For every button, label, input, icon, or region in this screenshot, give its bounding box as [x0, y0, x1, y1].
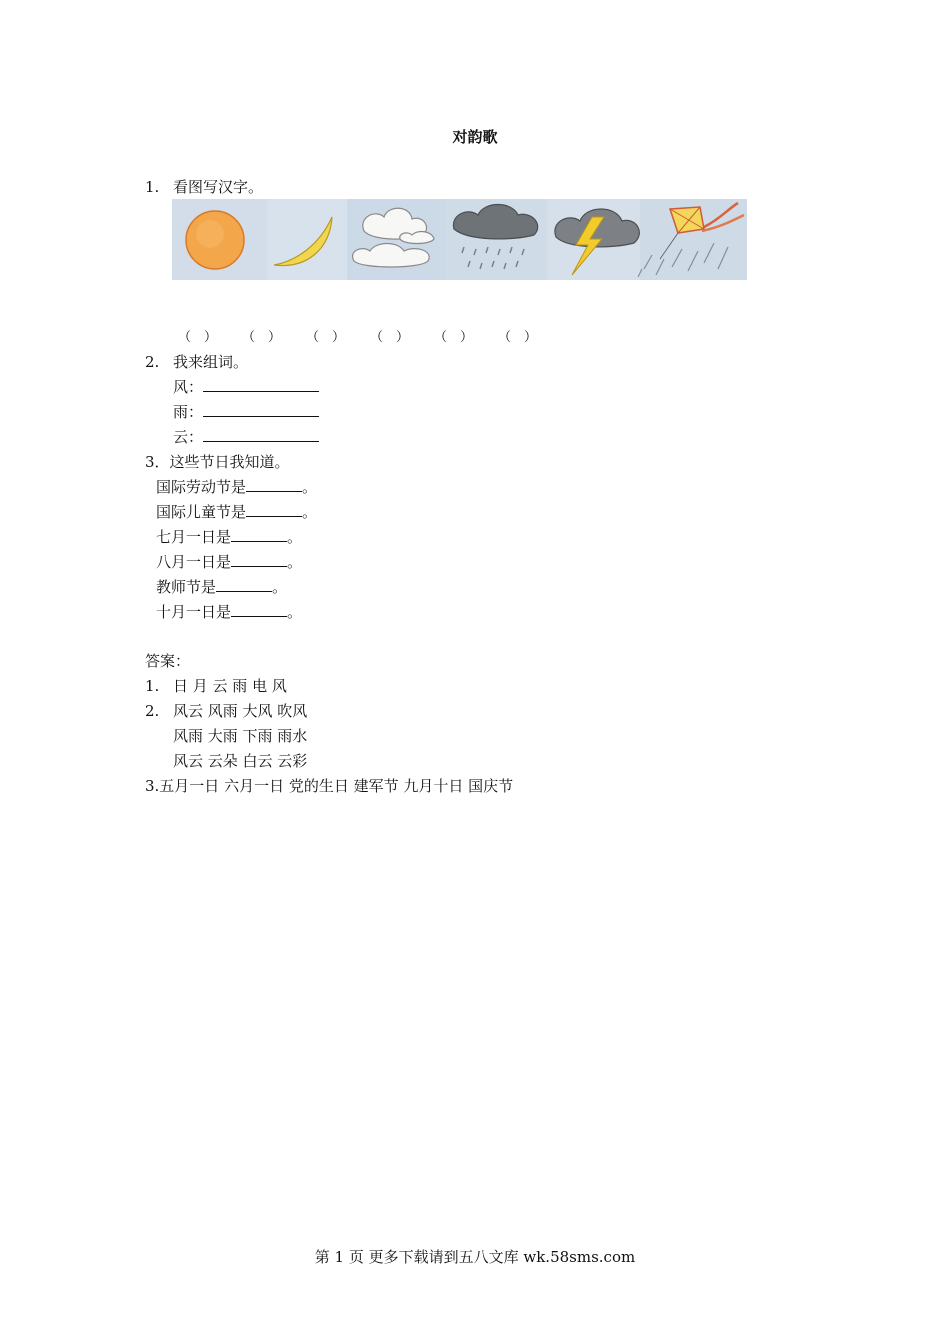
picture-strip [172, 199, 747, 280]
question-2-prompt: 我来组词。 [173, 353, 249, 371]
holiday-end: 。 [272, 578, 288, 596]
word-item-label: 云： [173, 428, 204, 446]
holiday-item-4 [156, 551, 302, 572]
word-blank-3[interactable] [203, 427, 319, 442]
answer-2 [145, 700, 307, 721]
paren-blank-5[interactable]: （ ） [434, 330, 474, 345]
question-1-number: 1. [145, 178, 160, 196]
holiday-end: 。 [302, 503, 318, 521]
answer-2-line-1: 风云 风雨 大风 吹风 [173, 702, 308, 720]
holiday-label: 七月一日是 [156, 528, 232, 546]
holiday-blank-4[interactable] [231, 552, 287, 567]
word-item-label: 雨： [173, 403, 204, 421]
holiday-end: 。 [287, 528, 303, 546]
holiday-item-6 [156, 601, 302, 622]
sun-icon [186, 211, 244, 269]
word-blank-2[interactable] [203, 402, 319, 417]
holiday-blank-6[interactable] [231, 602, 287, 617]
holiday-label: 教师节是 [156, 578, 217, 596]
question-2 [145, 351, 248, 372]
paren-blank-6[interactable]: （ ） [498, 330, 538, 345]
paren-blank-4[interactable]: （ ） [370, 330, 410, 345]
holiday-blank-5[interactable] [216, 577, 272, 592]
answer-1-text: 日 月 云 雨 电 风 [173, 677, 287, 695]
holiday-label: 国际儿童节是 [156, 503, 247, 521]
answer-2-line-2: 风雨 大雨 下雨 雨水 [173, 727, 308, 745]
holiday-label: 国际劳动节是 [156, 478, 247, 496]
holiday-label: 八月一日是 [156, 553, 232, 571]
holiday-item-5 [156, 576, 287, 597]
word-blank-1[interactable] [203, 377, 319, 392]
answer-1 [145, 675, 287, 696]
answer-2-line-3: 风云 云朵 白云 云彩 [173, 752, 308, 770]
holiday-label: 十月一日是 [156, 603, 232, 621]
word-item-yu [173, 401, 319, 422]
holiday-blank-2[interactable] [246, 502, 302, 517]
paren-blank-1[interactable]: （ ） [178, 330, 218, 345]
question-1 [145, 176, 263, 197]
holiday-blank-1[interactable] [246, 477, 302, 492]
page-footer: 第 1 页 更多下载请到五八文库 wk.58sms.com [314, 1248, 636, 1266]
holiday-end: 。 [287, 603, 303, 621]
word-item-yun [173, 426, 319, 447]
holiday-end: 。 [287, 553, 303, 571]
word-item-label: 风： [173, 378, 204, 396]
paren-blank-2[interactable]: （ ） [242, 330, 282, 345]
holiday-item-2 [156, 501, 317, 522]
answer-2-number: 2. [145, 702, 160, 720]
question-2-number: 2. [145, 353, 160, 371]
answer-parentheses-row [178, 326, 562, 345]
paren-blank-3[interactable]: （ ） [306, 330, 346, 345]
holiday-end: 。 [302, 478, 318, 496]
word-item-feng [173, 376, 319, 397]
page-title: 对韵歌 [452, 128, 498, 146]
holiday-item-3 [156, 526, 302, 547]
answer-3: 3.五月一日 六月一日 党的生日 建军节 九月十日 国庆节 [145, 777, 514, 795]
holiday-item-1 [156, 476, 317, 497]
question-1-prompt: 看图写汉字。 [173, 178, 264, 196]
answer-1-number: 1. [145, 677, 160, 695]
holiday-blank-3[interactable] [231, 527, 287, 542]
answers-heading: 答案： [145, 652, 191, 670]
question-3-prompt: 3．这些节日我知道。 [145, 453, 290, 471]
